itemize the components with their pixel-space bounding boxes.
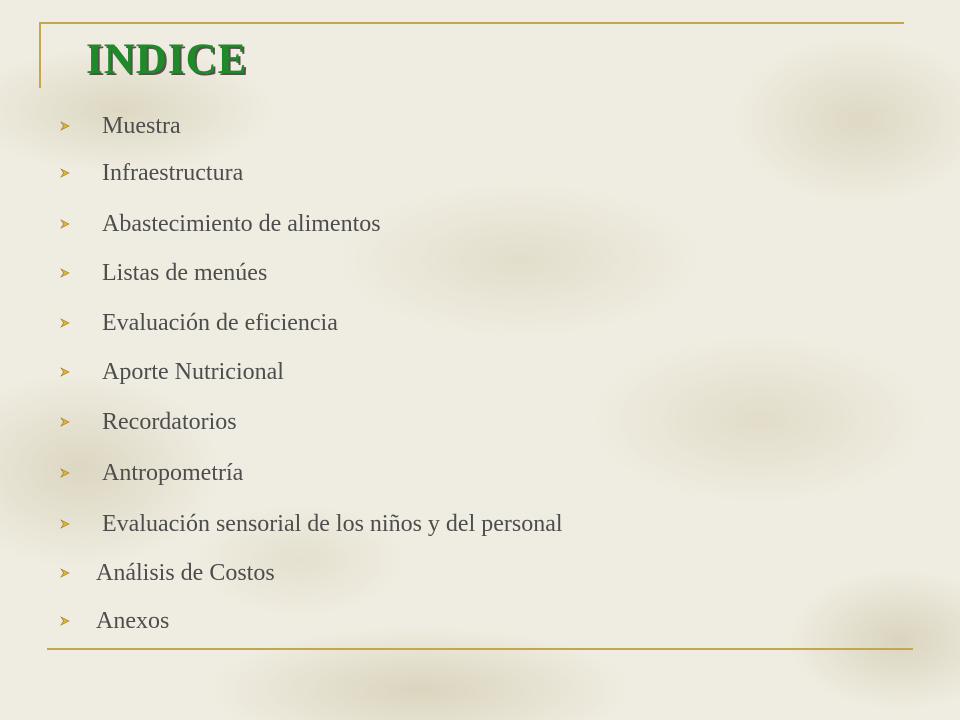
bottom-border-line (47, 648, 913, 650)
list-item-listas-menues (60, 258, 267, 288)
slide-title: INDICE (86, 36, 248, 83)
list-item-infraestructura (60, 158, 243, 188)
list-item-label: Infraestructura (102, 159, 244, 186)
list-item-label: Anexos (96, 607, 170, 634)
list-item-abastecimiento (60, 209, 381, 239)
list-item-label: Aporte Nutricional (102, 358, 284, 385)
arrowhead-bullet-icon (60, 468, 70, 478)
arrowhead-bullet-icon (60, 568, 70, 578)
list-item-muestra (60, 111, 181, 141)
list-item-evaluacion-eficiencia (60, 308, 338, 338)
list-item-label: Análisis de Costos (96, 559, 275, 586)
arrowhead-bullet-icon (60, 367, 70, 377)
left-border-line (39, 22, 41, 88)
list-item-label: Muestra (102, 112, 181, 139)
arrowhead-bullet-icon (60, 268, 70, 278)
list-item-analisis-costos (60, 558, 275, 588)
list-item-recordatorios (60, 407, 237, 437)
arrowhead-bullet-icon (60, 219, 70, 229)
list-item-label: Listas de menúes (102, 259, 268, 286)
top-border-line (40, 22, 904, 24)
arrowhead-bullet-icon (60, 417, 70, 427)
list-item-label: Antropometría (102, 459, 244, 486)
list-item-label: Evaluación sensorial de los niños y del personal (102, 510, 563, 537)
arrowhead-bullet-icon (60, 519, 70, 529)
list-item-evaluacion-sensorial (60, 509, 563, 539)
list-item-label: Recordatorios (102, 408, 237, 435)
list-item-label: Evaluación de eficiencia (102, 309, 338, 336)
list-item-antropometria (60, 458, 243, 488)
list-item-anexos (60, 606, 169, 636)
arrowhead-bullet-icon (60, 616, 70, 626)
list-item-label: Abastecimiento de alimentos (102, 210, 381, 237)
list-item-aporte-nutricional (60, 357, 284, 387)
arrowhead-bullet-icon (60, 318, 70, 328)
arrowhead-bullet-icon (60, 168, 70, 178)
arrowhead-bullet-icon (60, 121, 70, 131)
